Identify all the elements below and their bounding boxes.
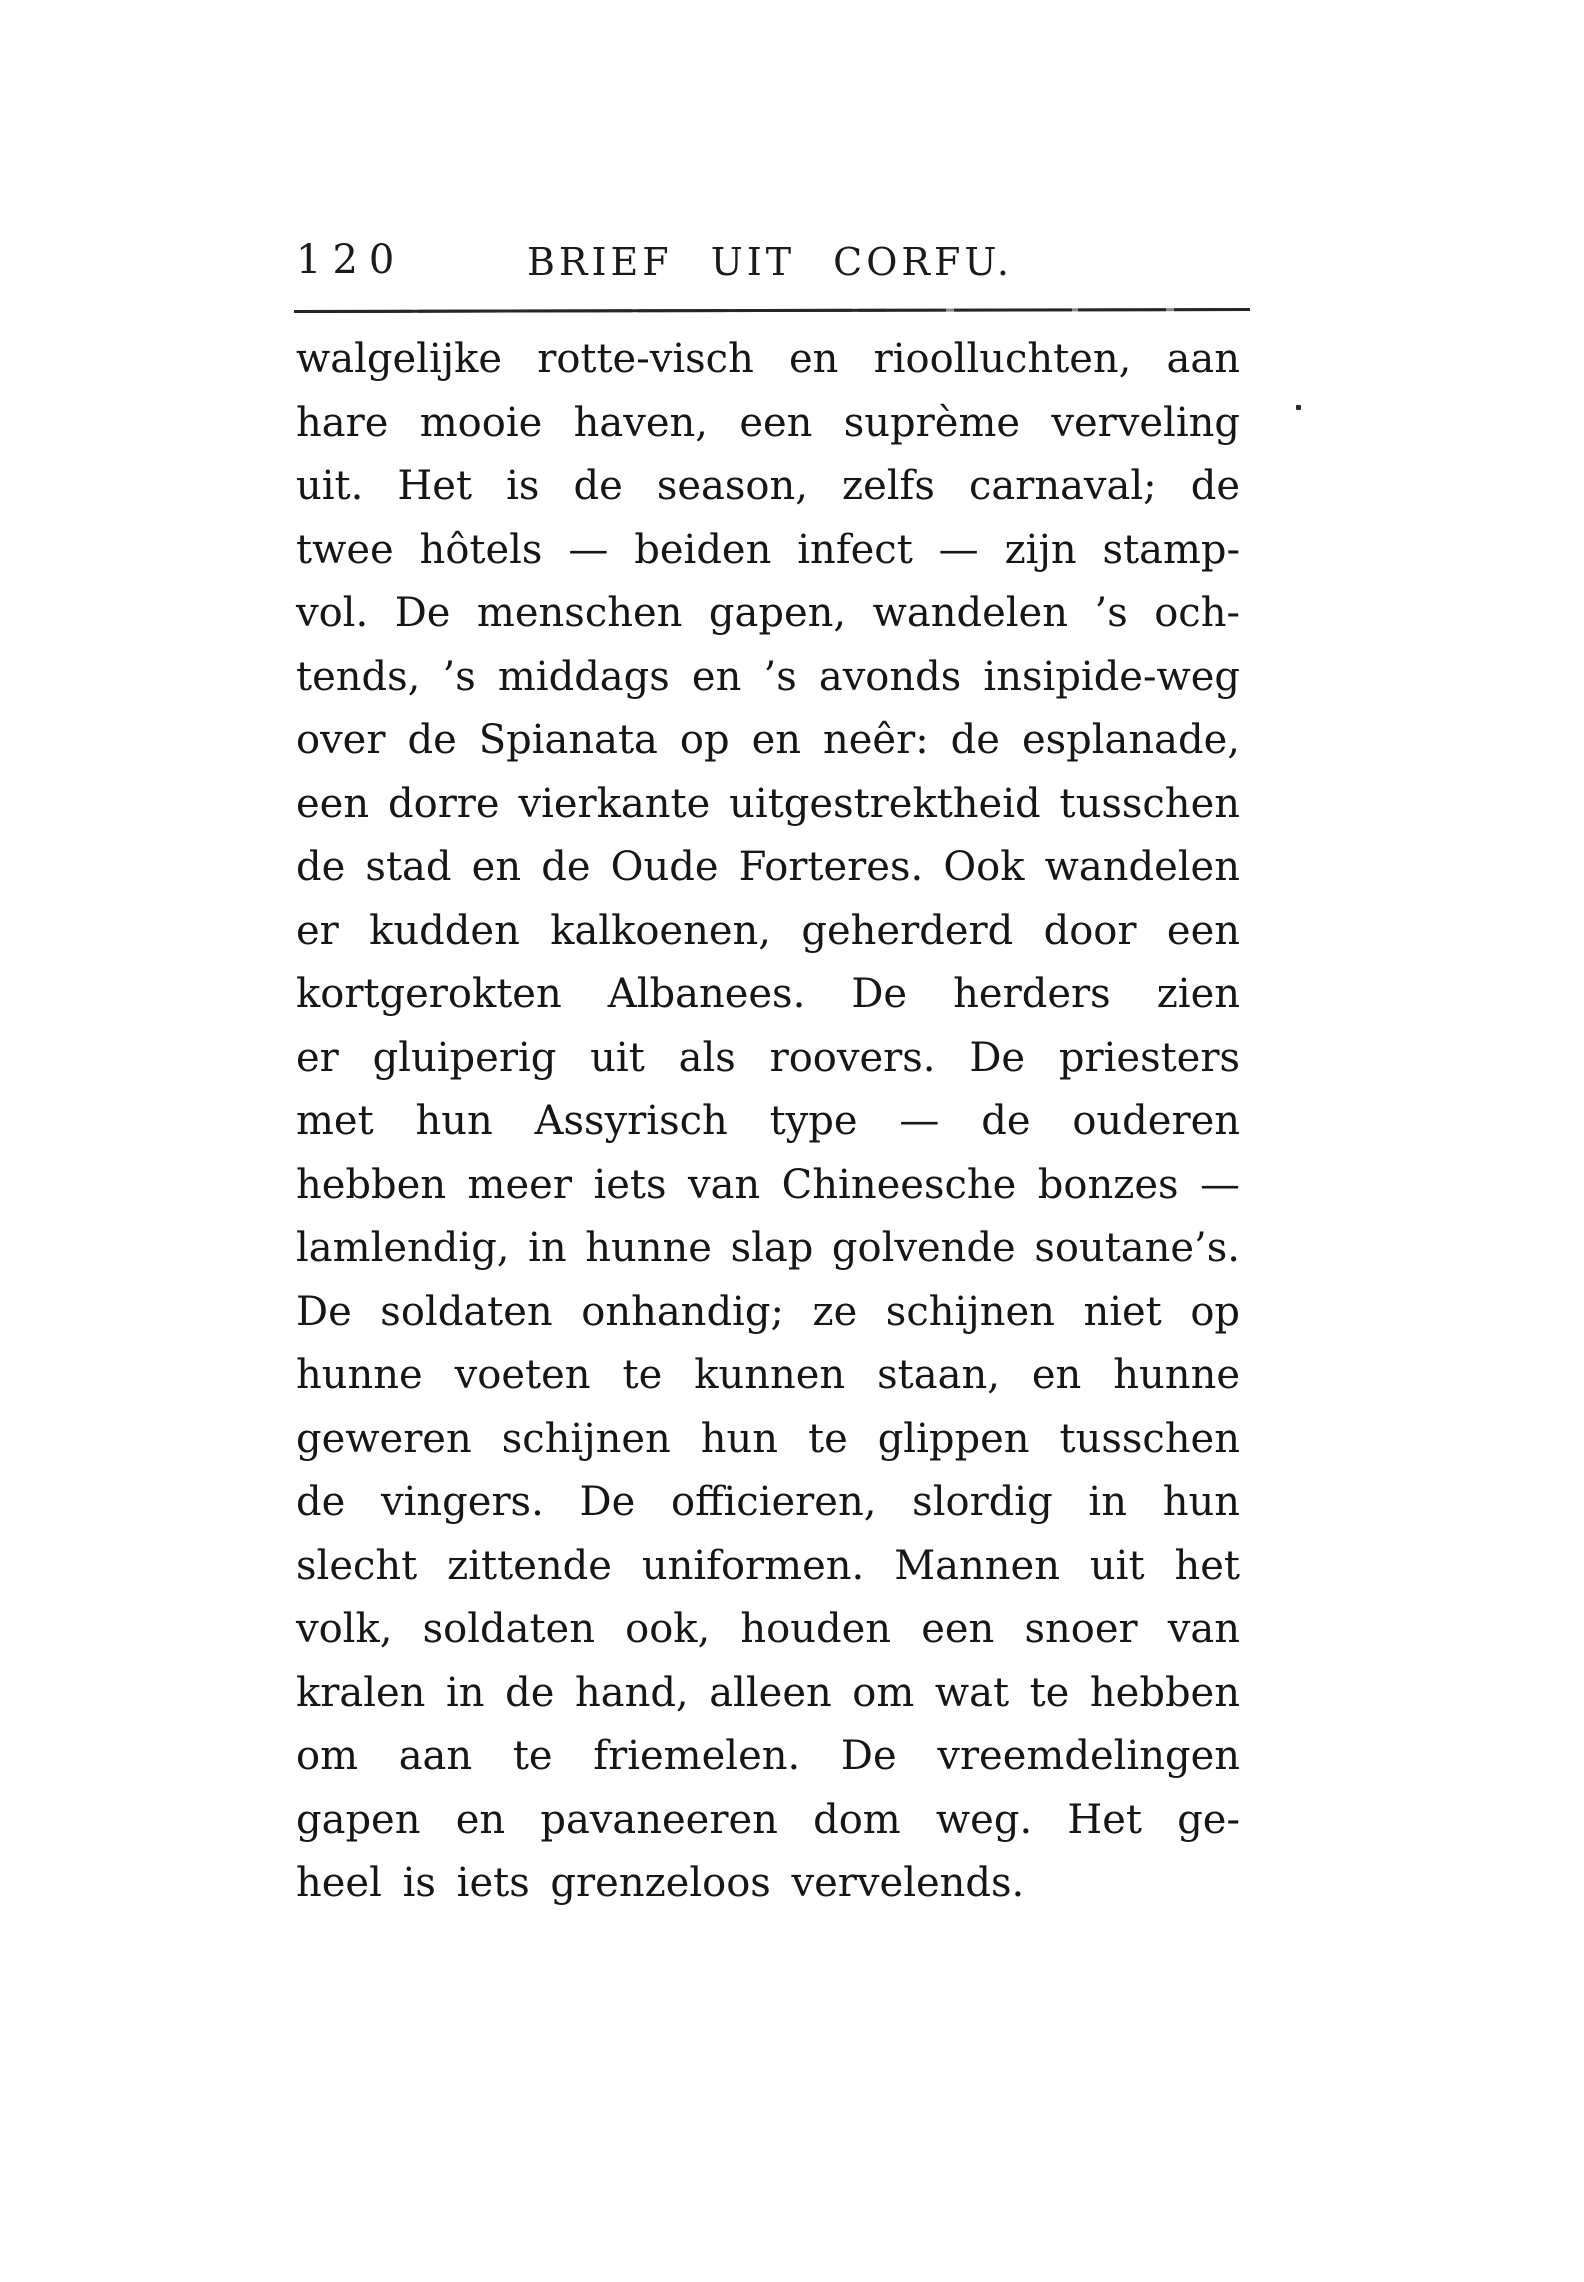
text-line: twee hôtels — beiden infect — zijn stamp-: [296, 526, 1240, 573]
text-line: volk, soldaten ook, houden een snoer van: [296, 1606, 1240, 1652]
text-line: er gluiperig uit als roovers. De priesters: [296, 1034, 1240, 1081]
body-text-block: [296, 328, 1240, 1916]
text-line: hunne voeten te kunnen staan, en hunne: [296, 1352, 1240, 1398]
running-header-title: BRIEF UIT CORFU.: [526, 240, 1013, 284]
text-line: de vingers. De officieren, slordig in hun: [296, 1479, 1240, 1525]
scan-artifact-dot: [1296, 405, 1301, 410]
text-line: slecht zittende uniformen. Mannen uit het: [296, 1542, 1240, 1589]
page-number: 120: [296, 237, 406, 283]
text-line: met hun Assyrisch type — de ouderen: [296, 1098, 1240, 1144]
text-line: hare mooie haven, een suprème verveling: [296, 399, 1240, 446]
text-line: walgelijke rotte-visch en rioolluchten, aan: [296, 336, 1240, 382]
text-line: over de Spianata op en neêr: de esplanade,: [296, 717, 1240, 763]
text-line: gapen en pavaneeren dom weg. Het ge-: [296, 1796, 1240, 1843]
text-line: geweren schijnen hun te glippen tusschen: [296, 1415, 1240, 1462]
text-line: de stad en de Oude Forteres. Ook wandelen: [296, 844, 1240, 890]
text-line: kralen in de hand, alleen om wat te hebben: [296, 1669, 1240, 1716]
text-line: tends, ’s middags en ’s avonds insipide-weg: [296, 653, 1240, 700]
text-line: om aan te friemelen. De vreemdelingen: [296, 1733, 1240, 1779]
text-line: een dorre vierkante uitgestrektheid tusschen: [296, 780, 1240, 827]
text-line: lamlendig, in hunne slap golvende soutane’s.: [296, 1225, 1240, 1271]
text-line: De soldaten onhandig; ze schijnen niet op: [296, 1288, 1240, 1335]
text-line: vol. De menschen gapen, wandelen ’s och-: [296, 590, 1240, 636]
header-rule-divider: [294, 308, 1250, 313]
running-header: [296, 238, 1244, 284]
text-line: kortgerokten Albanees. De herders zien: [296, 971, 1240, 1017]
text-line: heel is iets grenzeloos vervelends.: [296, 1860, 1025, 1906]
text-line: er kudden kalkoenen, geherderd door een: [296, 907, 1240, 954]
text-line: hebben meer iets van Chineesche bonzes —: [296, 1161, 1240, 1208]
text-line: uit. Het is de season, zelfs carnaval; de: [296, 463, 1240, 509]
